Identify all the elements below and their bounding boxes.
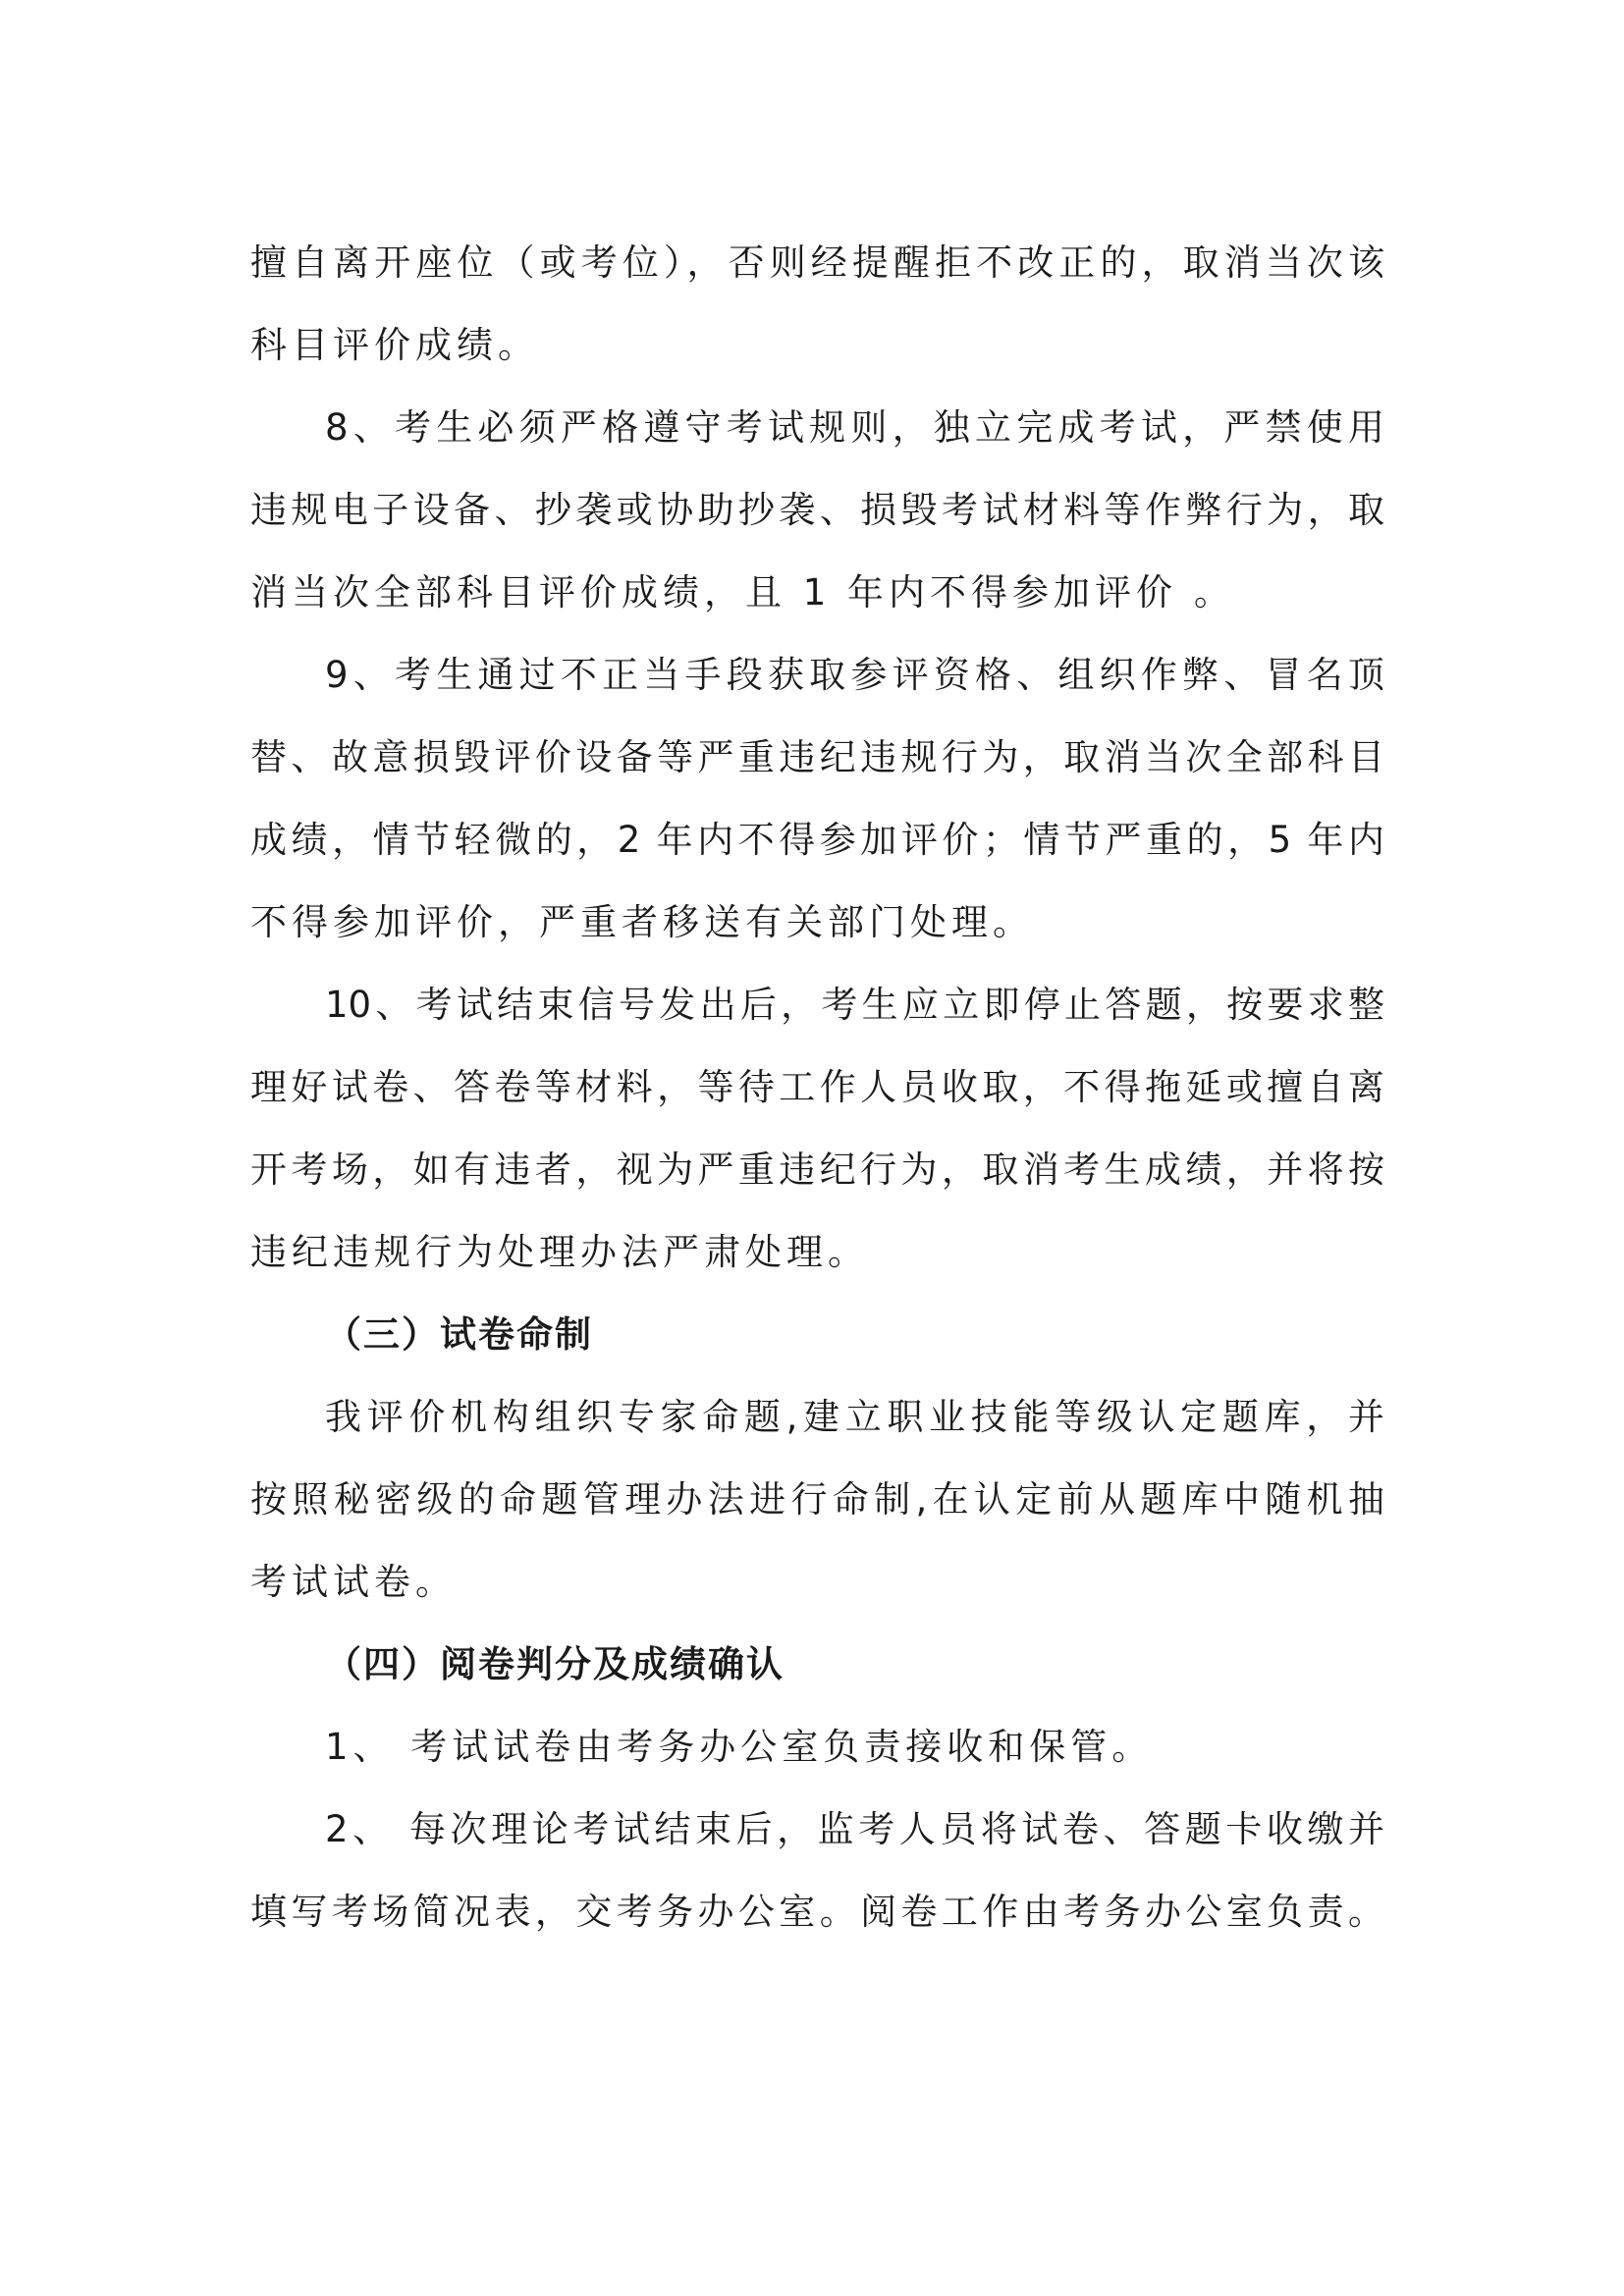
rule-item-9: 9、考生通过不正当手段获取参评资格、组织作弊、冒名顶 <box>325 654 1384 696</box>
paragraph-line: 违纪违规行为处理办法严肃处理。 <box>250 1231 869 1273</box>
paragraph-line: 按照秘密级的命题管理办法进行命制,在认定前从题库中随机抽 <box>250 1478 1384 1521</box>
list-item-2: 2、 每次理论考试结束后，监考人员将试卷、答题卡收缴并 <box>325 1808 1384 1850</box>
paragraph-line: 不得参加评价，严重者移送有关部门处理。 <box>250 901 1034 943</box>
paragraph-line: 填写考场简况表，交考务办公室。阅卷工作由考务办公室负责。 <box>250 1891 1384 1933</box>
paragraph-line: 科目评价成绩。 <box>250 324 539 366</box>
rule-item-8: 8、考生必须严格遵守考试规则，独立完成考试，严禁使用 <box>325 406 1384 449</box>
paragraph-line: 违规电子设备、抄袭或协助抄袭、损毁考试材料等作弊行为，取 <box>250 489 1384 531</box>
section-heading-3: （三）试卷命制 <box>325 1313 593 1356</box>
section-heading-4: （四）阅卷判分及成绩确认 <box>325 1643 785 1685</box>
paragraph-line: 我评价机构组织专家命题,建立职业技能等级认定题库，并 <box>325 1396 1384 1438</box>
paragraph-line: 消当次全部科目评价成绩，且 1 年内不得参加评价 。 <box>250 571 1235 614</box>
rule-item-10: 10、考试结束信号发出后，考生应立即停止答题，按要求整 <box>325 984 1384 1026</box>
paragraph-line: 考试试卷。 <box>250 1561 457 1603</box>
paragraph-line: 理好试卷、答卷等材料，等待工作人员收取，不得拖延或擅自离 <box>250 1066 1384 1108</box>
paragraph-line: 开考场，如有违者，视为严重违纪行为，取消考生成绩，并将按 <box>250 1148 1384 1191</box>
paragraph-line: 成绩，情节轻微的，2 年内不得参加评价；情节严重的，5 年内 <box>250 819 1384 861</box>
paragraph-line: 替、故意损毁评价设备等严重违纪违规行为，取消当次全部科目 <box>250 736 1384 778</box>
document-page <box>250 222 1384 1953</box>
list-item-1: 1、 考试试卷由考务办公室负责接收和保管。 <box>325 1726 1154 1768</box>
paragraph-line: 擅自离开座位（或考位），否则经提醒拒不改正的，取消当次该 <box>250 241 1384 284</box>
